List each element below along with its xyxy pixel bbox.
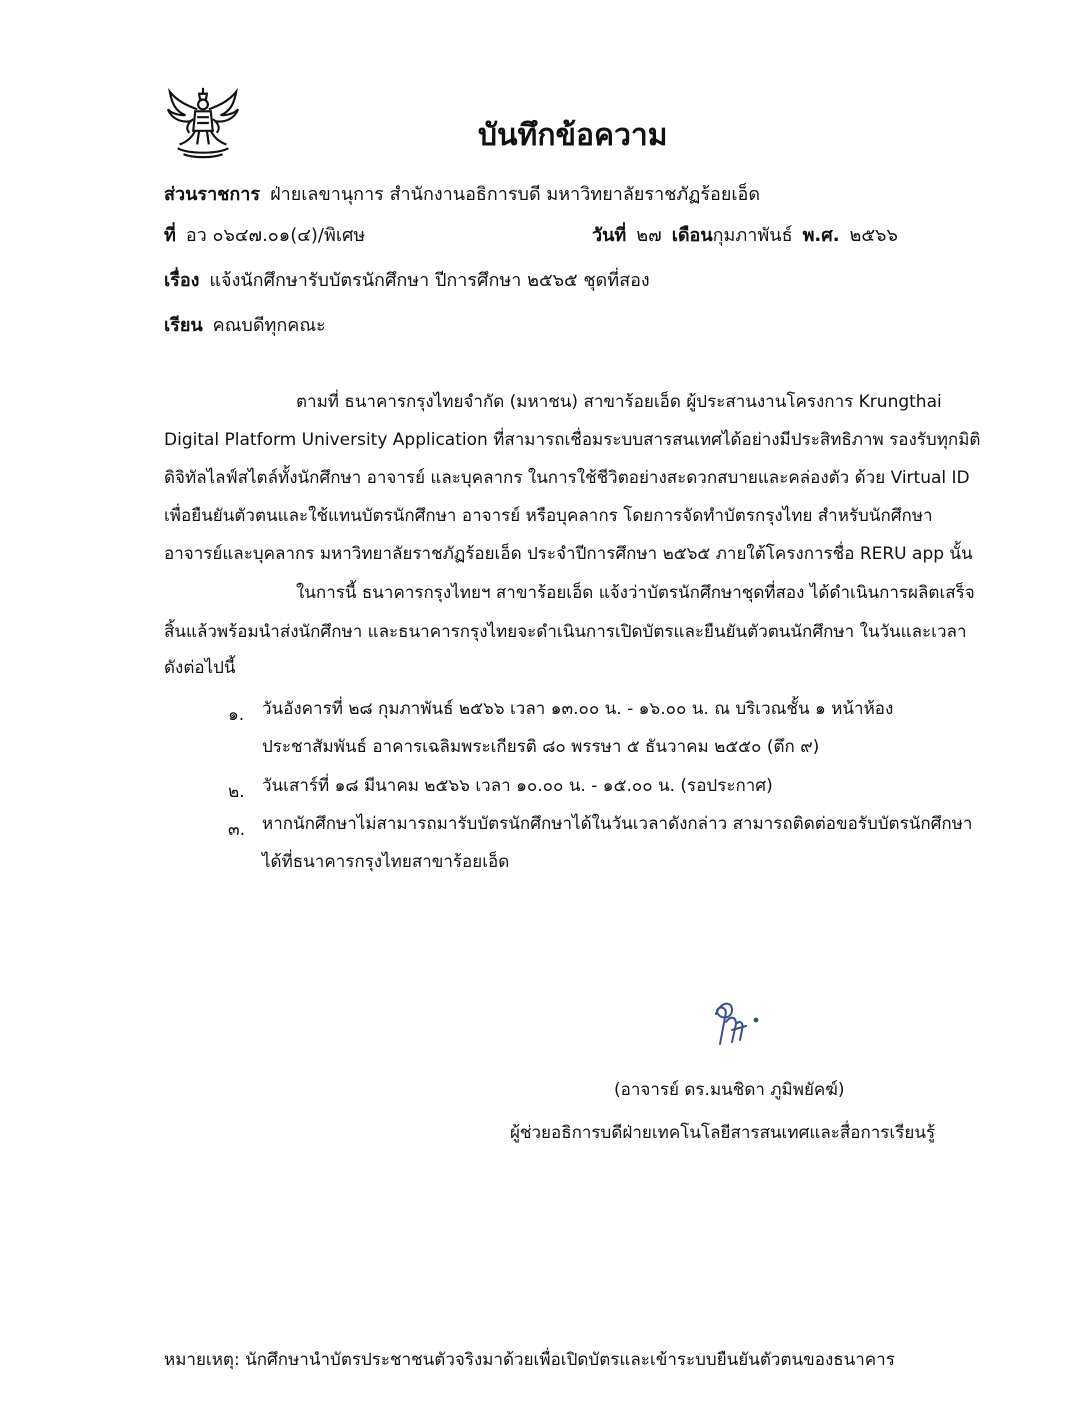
- signer-name: (อาจารย์ ดร.มนชิดา ภูมิพยัคฆ์): [614, 1080, 845, 1100]
- agency-value: ฝ่ายเลขานุการ สำนักงานอธิการบดี มหาวิทยาลัยราชภัฏร้อยเอ็ด: [270, 184, 761, 205]
- month-label: เดือน: [671, 225, 713, 246]
- date-line: [592, 227, 898, 245]
- date-label: วันที่: [592, 225, 627, 246]
- paragraph-1-line-4: เพื่อยืนยันตัวตนและใช้แทนบัตรนักศึกษา อาจารย์ หรือบุคลากร โดยการจัดทำบัตรกรุงไทย สำหรับนักศึกษา: [164, 506, 933, 526]
- list-item-1-line-2: ประชาสัมพันธ์ อาคารเฉลิมพระเกียรติ ๘๐ พรรษา ๕ ธันวาคม ๒๕๕๐ (ตึก ๙): [262, 737, 820, 757]
- signer-position: ผู้ช่วยอธิการบดีฝ่ายเทคโนโลยีสารสนเทศและสื่อการเรียนรู้: [510, 1123, 936, 1143]
- handwritten-signature: [702, 994, 772, 1054]
- paragraph-2-line-2: สิ้นแล้วพร้อมนำส่งนักศึกษา และธนาคารกรุงไทยจะดำเนินการเปิดบัตรและยืนยันตัวตนนักศึกษา ในวันและเวลา: [164, 622, 967, 642]
- list-item-3-number: ๓.: [228, 820, 246, 840]
- recipient-label: เรียน: [164, 315, 203, 336]
- garuda-emblem: [164, 84, 242, 162]
- paragraph-1-line-1: ตามที่ ธนาคารกรุงไทยจำกัด (มหาชน) สาขาร้อยเอ็ด ผู้ประสานงานโครงการ Krungthai: [296, 392, 942, 412]
- list-item-2-number: ๒.: [228, 782, 245, 802]
- subject-label: เรื่อง: [164, 270, 200, 291]
- memo-title: บันทึกข้อความ: [478, 118, 668, 153]
- subject-value: แจ้งนักศึกษารับบัตรนักศึกษา ปีการศึกษา ๒๕๖๕ ชุดที่สอง: [209, 270, 650, 291]
- list-item-2-line-1: วันเสาร์ที่ ๑๘ มีนาคม ๒๕๖๖ เวลา ๑๐.๐๐ น. - ๑๕.๐๐ น. (รอประกาศ): [262, 776, 773, 796]
- paragraph-2-line-3: ดังต่อไปนี้: [164, 658, 236, 678]
- footnote: หมายเหตุ: นักศึกษานำบัตรประชาชนตัวจริงมาด้วยเพื่อเปิดบัตรและเข้าระบบยืนยันตัวตนของธนาคาร: [164, 1350, 895, 1370]
- reference-label: ที่: [164, 225, 176, 246]
- list-item-3-line-2: ได้ที่ธนาคารกรุงไทยสาขาร้อยเอ็ด: [262, 852, 510, 872]
- date-day: ๒๗: [636, 225, 662, 246]
- month-value: กุมภาพันธ์: [712, 225, 793, 246]
- recipient-line: [164, 317, 326, 335]
- list-item-1-number: ๑.: [228, 705, 245, 725]
- paragraph-1-line-3: ดิจิทัลไลฟ์สไตล์ทั้งนักศึกษา อาจารย์ และบุคลากร ในการใช้ชีวิตอย่างสะดวกสบายและคล่องตัว ด้วย Virtual ID: [164, 468, 970, 488]
- agency-line: [164, 186, 760, 204]
- year-value: ๒๕๖๖: [849, 225, 898, 246]
- reference-value: อว ๐๖๔๗.๐๑(๔)/พิเศษ: [185, 225, 366, 246]
- agency-label: ส่วนราชการ: [164, 184, 261, 205]
- paragraph-2-line-1: ในการนี้ ธนาคารกรุงไทยฯ สาขาร้อยเอ็ด แจ้งว่าบัตรนักศึกษาชุดที่สอง ได้ดำเนินการผลิตเสร็จ: [296, 583, 975, 603]
- paragraph-1-line-5: อาจารย์และบุคลากร มหาวิทยาลัยราชภัฏร้อยเอ็ด ประจำปีการศึกษา ๒๕๖๕ ภายใต้โครงการชื่อ RERU app นั้น: [164, 544, 973, 564]
- subject-line: [164, 272, 650, 290]
- list-item-1-line-1: วันอังคารที่ ๒๘ กุมภาพันธ์ ๒๕๖๖ เวลา ๑๓.๐๐ น. - ๑๖.๐๐ น. ณ บริเวณชั้น ๑ หน้าห้อง: [262, 699, 894, 719]
- paragraph-1-line-2: Digital Platform University Application ที่สามารถเชื่อมระบบสารสนเทศได้อย่างมีประสิทธิภาพ รองรับทุกมิติ: [164, 430, 981, 450]
- year-label: พ.ศ.: [802, 225, 840, 246]
- reference-line: [164, 227, 365, 245]
- list-item-3-line-1: หากนักศึกษาไม่สามารถมารับบัตรนักศึกษาได้ในวันเวลาดังกล่าว สามารถติดต่อขอรับบัตรนักศึกษา: [262, 814, 973, 834]
- recipient-value: คณบดีทุกคณะ: [212, 315, 326, 336]
